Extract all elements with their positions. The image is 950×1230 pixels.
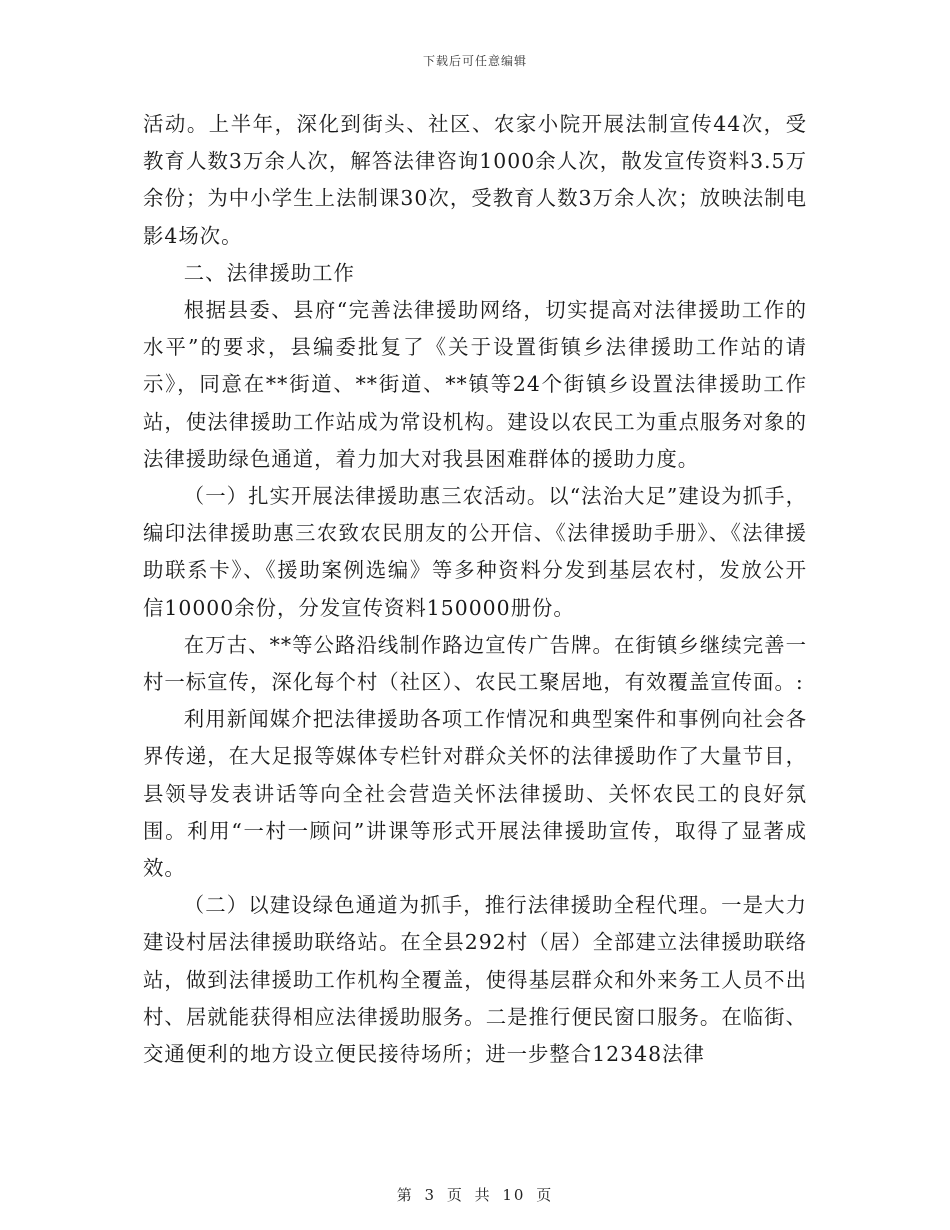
page-header: 下载后可任意编辑 [422,54,527,68]
section-heading-legal-aid: 二、法律援助工作 [183,260,355,285]
paragraph-5: 在万古、**等公路沿线制作路边宣传广告牌。在街镇乡继续完善一村一标宣传，深化每个村（社区）、农民工聚居地，有效覆盖宣传面。: [143,632,807,695]
paragraph-6: 利用新闻媒介把法律援助各项工作情况和典型案件和事例向社会各界传递，在大足报等媒体专栏针对群众关怀的法律援助作了大量节目，县领导发表讲话等向全社会营造关怀法律援助、关怀农民工的良好氛围。利用“一村一顾问”讲课等形式开展法律援助宣传，取得了显著成效。 [143,707,807,881]
page-number-footer: 第 3 页 共 10 页 [396,1186,554,1204]
paragraph-3: 根据县委、县府“完善法律援助网络，切实提高对法律援助工作的水平”的要求，县编委批复了《关于设置街镇乡法律援助工作站的请示》，同意在**街道、**街道、**镇等24个街镇乡设置法律援助工作站，使法律援助工作站成为常设机构。建设以农民工为重点服务对象的法律援助绿色通道，着力加大对我县困难群体的援助力度。 [143,298,807,471]
document-body [143,106,807,1073]
paragraph-4: （一）扎实开展法律援助惠三农活动。以“法治大足”建设为抓手，编印法律援助惠三农致农民朋友的公开信、《法律援助手册》、《法律援助联系卡》、《援助案例选编》等多种资料分发到基层农村，发放公开信10000余份，分发宣传资料150000册份。 [143,484,807,620]
paragraph-7: （二）以建设绿色通道为抓手，推行法律援助全程代理。一是大力建设村居法律援助联络站。在全县292村（居）全部建立法律援助联络站，做到法律援助工作机构全覆盖，使得基层群众和外来务工人员不出村、居就能获得相应法律援助服务。二是推行便民窗口服务。在临街、交通便利的地方设立便民接待场所；进一步整合12348法律 [143,893,807,1067]
paragraph-1: 活动。上半年，深化到街头、社区、农家小院开展法制宣传44次，受教育人数3万余人次，解答法律咨询1000余人次，散发宣传资料3.5万余份；为中小学生上法制课30次，受教育人数3万余人次；放映法制电影4场次。 [143,112,807,248]
